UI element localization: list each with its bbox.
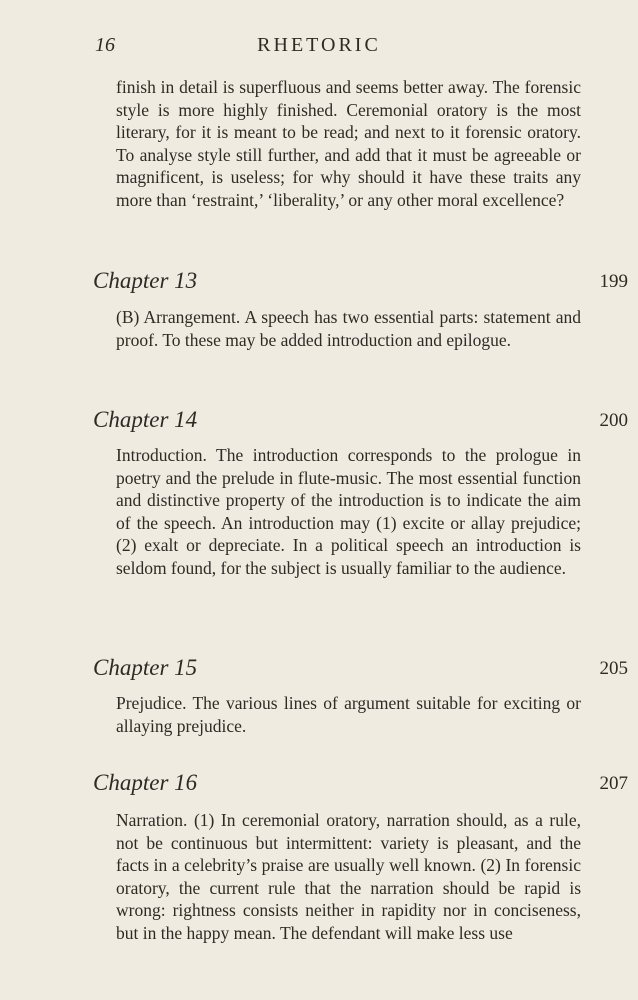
chapter-page-number: 200 [599, 410, 628, 431]
running-header [0, 34, 638, 60]
chapter-title: Chapter 15 [93, 655, 198, 680]
chapter-title: Chapter 16 [93, 770, 198, 795]
chapter-heading [0, 268, 638, 300]
chapter-page-number: 207 [599, 773, 628, 794]
chapter-heading [0, 770, 638, 802]
chapter-summary: Narration. (1) In ceremonial oratory, narration should, as a rule, not be continuous but intermittent: variety is pleasant, and the facts in a celebrity’s praise are usually well known. (2) In forensic oratory, the current rule that the narration should be rapid is wrong: rightness consists neither in rapidity nor in conciseness, but in the happy mean. The defendant will make less use [116, 810, 581, 943]
chapter-heading [0, 407, 638, 439]
chapter-title: Chapter 13 [93, 268, 198, 293]
page-number: 16 [95, 34, 115, 56]
chapter-summary: Introduction. The introduction corresponds to the prologue in poetry and the prelude in flute-music. The most essential function and distinctive property of the introduction is to indicate the aim of the speech. An introduction may (1) excite or allay prejudice; (2) exalt or depreciate. In a political speech an introduction is seldom found, for the subject is usually familiar to the audience. [116, 445, 581, 578]
chapter-summary: Prejudice. The various lines of argument suitable for exciting or allaying prejudice. [116, 693, 581, 736]
chapter-summary: (B) Arrangement. A speech has two essential parts: statement and proof. To these may be added introduction and epilogue. [116, 307, 581, 350]
chapter-heading [0, 655, 638, 687]
chapter-title: Chapter 14 [93, 407, 198, 432]
opening-paragraph: finish in detail is superfluous and seems better away. The forensic style is more highly finished. Ceremonial oratory is the most literary, for it is meant to be read; and next to it forensic oratory. To analyse style still further, and add that it must be agreeable or magnificent, is useless; for why should it have these traits any more than ‘restraint,’ ‘liberality,’ or any other moral excellence? [116, 77, 581, 210]
chapter-page-number: 199 [599, 271, 628, 292]
chapter-page-number: 205 [599, 658, 628, 679]
running-title: RHETORIC [257, 34, 381, 56]
